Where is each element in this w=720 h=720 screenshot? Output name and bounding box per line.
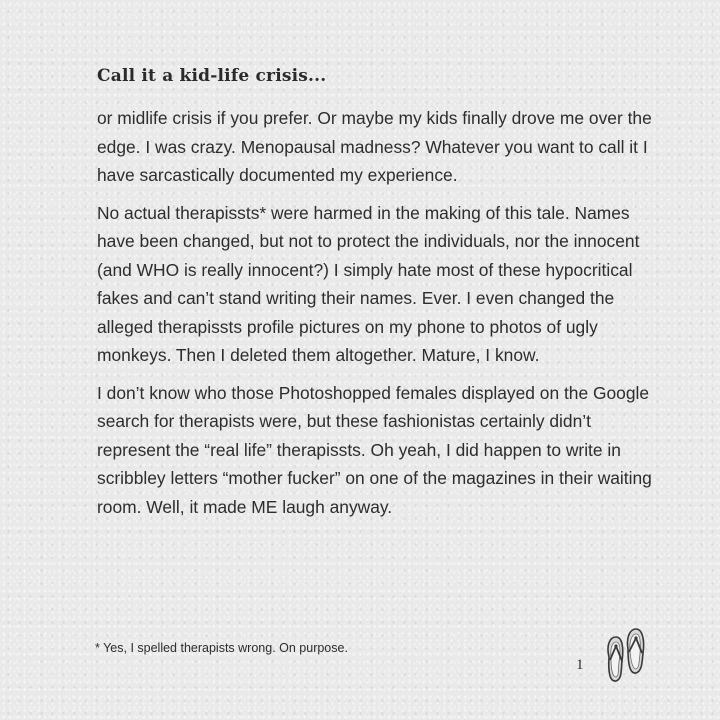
paragraph-1: or midlife crisis if you prefer. Or maybe my kids finally drove me over the edge. I was crazy. Menopausal madness? Whatever you want to call it I have sarcastically documented my experience. — [97, 108, 652, 185]
chapter-heading: Call it a kid-life crisis... — [97, 66, 327, 86]
page-number: 1 — [576, 657, 584, 673]
footnote: * Yes, I spelled therapists wrong. On purpose. — [95, 641, 348, 655]
flip-flops-icon — [604, 627, 648, 683]
paragraph-3: I don’t know who those Photoshopped females displayed on the Google search for therapists were, but these fashionistas certainly didn’t represent the “real life” therapissts. Oh yeah, I did happen to write in scribbley letters “mother fucker” on one of the magazines in their waiting room. Well, it made ME laugh anyway. — [97, 382, 652, 517]
body-text — [97, 104, 657, 530]
paragraph-2: No actual therapissts* were harmed in the making of this tale. Names have been changed, but not to protect the individuals, nor the innocent (and WHO is really innocent?) I simply hate most of these hypocritical fakes and can’t stand writing their names. Ever. I even changed the alleged therapissts profile pictures on my phone to photos of ugly monkeys. Then I deleted them altogether. Mature, I know. — [97, 202, 640, 365]
